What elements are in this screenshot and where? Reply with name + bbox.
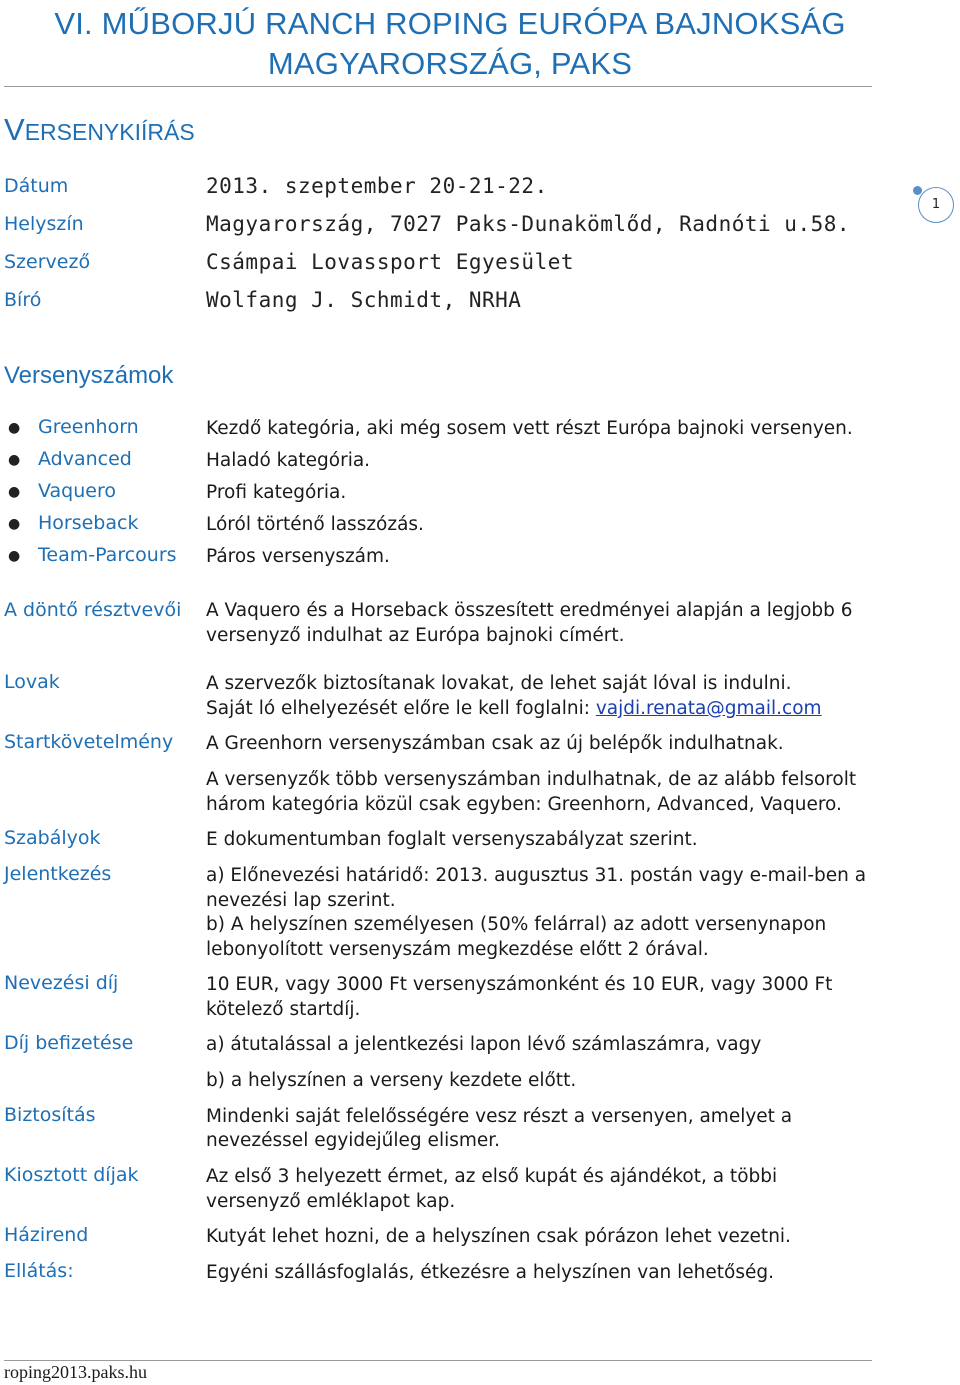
email-link[interactable]: vajdi.renata@gmail.com	[595, 698, 822, 719]
finalists-line-2: versenyző indulhat az Európa bajnoki címért.	[206, 625, 625, 646]
catering-line-1: Egyéni szállásfoglalás, étkezésre a helyszínen van lehetőség.	[206, 1262, 774, 1283]
horses-line-1: A szervezők biztosítanak lovakat, de lehet saját lóval is indulni.	[206, 673, 792, 694]
info-label-organizer: Szervező	[4, 251, 91, 273]
event-desc-team-parcours: Páros versenyszám.	[206, 546, 390, 567]
house-rules-line-1: Kutyát lehet hozni, de a helyszínen csak pórázon lehet vezetni.	[206, 1226, 791, 1247]
finalists-label: A döntő résztvevői	[4, 599, 182, 621]
start-req-line-2: A versenyzők több versenyszámban indulhatnak, de az alább felsorolt	[206, 769, 857, 790]
horses-label: Lovak	[4, 671, 60, 693]
application-line-2: nevezési lap szerint.	[206, 890, 396, 911]
title-line-1: VI. MŰBORJÚ RANCH ROPING EURÓPA BAJNOKSÁG	[54, 6, 846, 41]
insurance-line-2: nevezéssel egyidejűleg elismer.	[206, 1130, 501, 1151]
payment-line-2: b) a helyszínen a verseny kezdete előtt.	[206, 1070, 577, 1091]
application-line-1: a) Előnevezési határidő: 2013. augusztus 31. postán vagy e-mail-ben a	[206, 865, 867, 886]
info-label-date: Dátum	[4, 175, 69, 197]
entry-fee-line-2: kötelező startdíj.	[206, 999, 361, 1020]
bullet-icon: ●	[8, 420, 21, 436]
info-value-location: Magyarország, 7027 Paks-Dunakömlőd, Radnóti u.58.	[206, 212, 851, 236]
application-line-4: lebonyolított versenyszám megkezdése előtt 2 órával.	[206, 939, 709, 960]
entry-fee-line-1: 10 EUR, vagy 3000 Ft versenyszámonként és 10 EUR, vagy 3000 Ft	[206, 974, 833, 995]
title-line-2: MAGYARORSZÁG, PAKS	[267, 46, 633, 81]
prizes-line-1: Az első 3 helyezett érmet, az első kupát és ajándékot, a többi	[206, 1166, 778, 1187]
title-divider	[4, 86, 872, 87]
document-title	[30, 4, 870, 84]
page-number-badge: 1	[918, 187, 954, 223]
events-heading: Versenyszámok	[4, 362, 174, 389]
prizes-label: Kiosztott díjak	[4, 1164, 139, 1186]
start-req-label: Startkövetelmény	[4, 731, 174, 753]
entry-fee-label: Nevezési díj	[4, 972, 119, 994]
event-desc-greenhorn: Kezdő kategória, aki még sosem vett részt Európa bajnoki versenyen.	[206, 418, 853, 439]
info-value-organizer: Csámpai Lovassport Egyesület	[206, 250, 575, 274]
event-name-advanced: Advanced	[38, 448, 132, 470]
finalists-line-1: A Vaquero és a Horseback összesített eredményei alapján a legjobb 6	[206, 600, 853, 621]
payment-label: Díj befizetése	[4, 1032, 134, 1054]
footer-divider	[4, 1360, 872, 1361]
bullet-icon: ●	[8, 548, 21, 564]
bullet-icon: ●	[8, 484, 21, 500]
page-badge-dot	[913, 186, 922, 195]
event-name-horseback: Horseback	[38, 512, 139, 534]
horses-line-2: Saját ló elhelyezését előre le kell foglalni: vajdi.renata@gmail.com	[206, 698, 822, 719]
prizes-line-2: versenyző emléklapot kap.	[206, 1191, 456, 1212]
house-rules-label: Házirend	[4, 1224, 89, 1246]
event-desc-advanced: Haladó kategória.	[206, 450, 371, 471]
info-label-location: Helyszín	[4, 213, 84, 235]
section-heading: VERSENYKIÍRÁS	[4, 112, 195, 147]
start-req-line-1: A Greenhorn versenyszámban csak az új belépők indulhatnak.	[206, 733, 784, 754]
catering-label: Ellátás:	[4, 1260, 74, 1282]
application-line-3: b) A helyszínen személyesen (50% felárral) az adott versenynapon	[206, 914, 827, 935]
bullet-icon: ●	[8, 516, 21, 532]
info-label-judge: Bíró	[4, 289, 42, 311]
event-name-greenhorn: Greenhorn	[38, 416, 139, 438]
insurance-line-1: Mindenki saját felelősségére vesz részt a versenyen, amelyet a	[206, 1106, 793, 1127]
payment-line-1: a) átutalással a jelentkezési lapon lévő számlaszámra, vagy	[206, 1034, 762, 1055]
event-desc-horseback: Lóról történő lasszózás.	[206, 514, 424, 535]
insurance-label: Biztosítás	[4, 1104, 96, 1126]
start-req-line-3: három kategória közül csak egyben: Greenhorn, Advanced, Vaquero.	[206, 794, 842, 815]
footer-url: roping2013.paks.hu	[4, 1362, 147, 1382]
bullet-icon: ●	[8, 452, 21, 468]
info-value-judge: Wolfang J. Schmidt, NRHA	[206, 288, 522, 312]
event-name-team-parcours: Team-Parcours	[38, 544, 177, 566]
application-label: Jelentkezés	[4, 863, 112, 885]
rules-line-1: E dokumentumban foglalt versenyszabályzat szerint.	[206, 829, 698, 850]
info-value-date: 2013. szeptember 20-21-22.	[206, 174, 548, 198]
event-name-vaquero: Vaquero	[38, 480, 116, 502]
rules-label: Szabályok	[4, 827, 101, 849]
event-desc-vaquero: Profi kategória.	[206, 482, 347, 503]
